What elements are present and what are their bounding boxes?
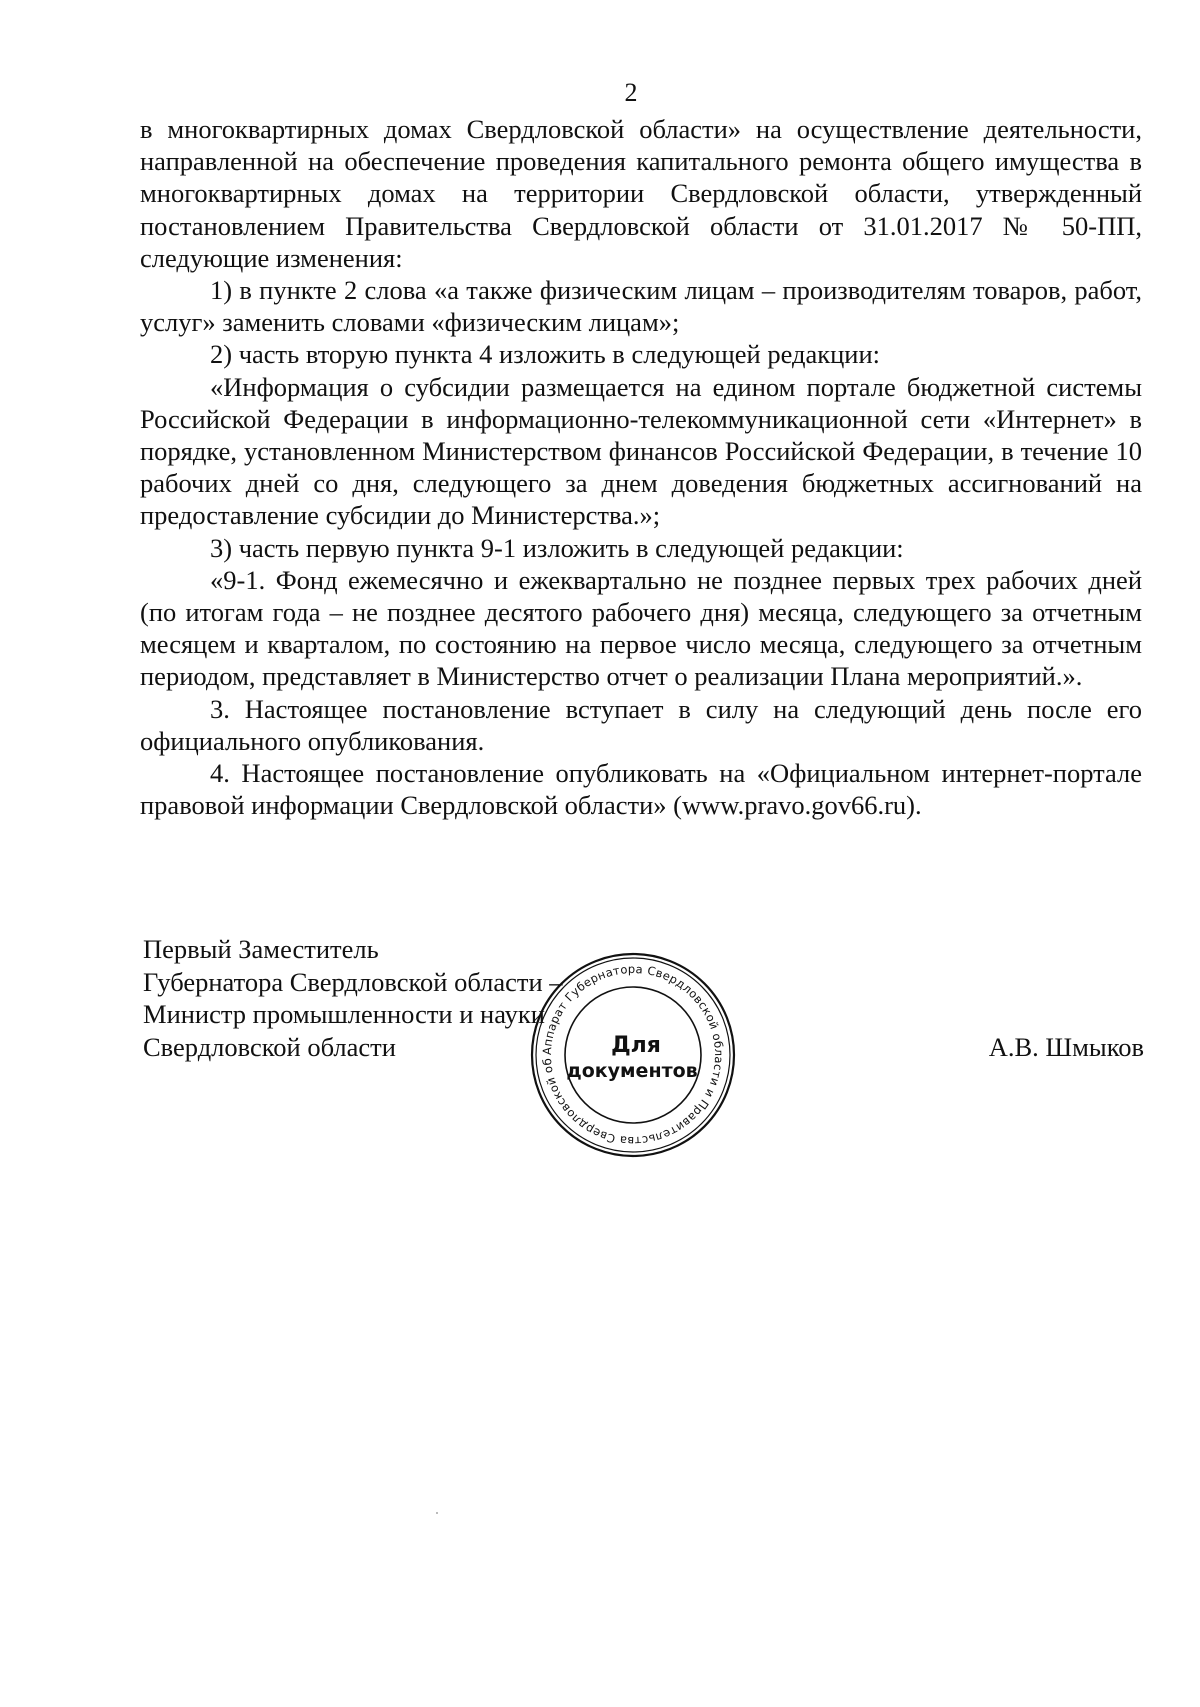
stamp-seal-graphic	[522, 939, 738, 1160]
paragraph-amendment-2: 2) часть вторую пункта 4 изложить в следующей редакции:	[210, 339, 881, 370]
paragraph-amendment-3: 3) часть первую пункта 9-1 изложить в следующей редакции:	[210, 532, 904, 563]
stamp-ring-text: Аппарат Губернатора Свердловской области и Правительства Свердловской области ★	[522, 939, 727, 1149]
document-body	[140, 113, 1142, 821]
paragraph-intro: в многоквартирных домах Свердловской области» на осуществление деятельности, направленной на обеспечение проведения капитального ремонта общего имущества в многоквартирных домах на территории Свердловской области, утвержденный постановлением Правительства Свердловской области от 31.01.2017 № 50-ПП, следующие изменения:	[140, 114, 1142, 273]
signature-position-line: Губернатора Свердловской области –	[143, 966, 563, 997]
official-stamp	[522, 939, 738, 1160]
signature-position-line: Министр промышленности и науки	[143, 999, 545, 1029]
page-number: 2	[624, 78, 638, 107]
scan-speck	[436, 1512, 438, 1514]
paragraph-amendment-1: 1) в пункте 2 слова «а также физическим лицам – производителям товаров, работ, услуг» заменить словами «физическим лицам»;	[140, 275, 1142, 338]
paragraph-clause-3: 3. Настоящее постановление вступает в силу на следующий день после его официального опубликования.	[140, 693, 1142, 756]
stamp-center-line-1: Для	[611, 1033, 661, 1058]
paragraph-quote-9-1: «9-1. Фонд ежемесячно и ежеквартально не позднее первых трех рабочих дней (по итогам года – не позднее десятого рабочего дня) месяца, следующего за отчетным месяцем и кварталом, по состоянию на первое число месяца, следующего за отчетным периодом, представляет в Министерство отчет о реализации Плана мероприятий.».	[140, 564, 1142, 692]
signature-position-line: Первый Заместитель	[143, 934, 379, 964]
paragraph-quote-subsidy-info: «Информация о субсидии размещается на едином портале бюджетной системы Российской Федерации в информационно-телекоммуникационной сети «Интернет» в порядке, установленном Министерством финансов Российской Федерации, в течение 10 рабочих дней со дня, следующего за днем доведения бюджетных ассигнований на предоставление субсидии до Министерства.»;	[140, 371, 1142, 531]
signature-position-line: Свердловской области	[143, 1031, 396, 1062]
stamp-center-line-2: документов	[566, 1060, 698, 1082]
paragraph-clause-4: 4. Настоящее постановление опубликовать на «Официальном интернет-портале правовой информации Свердловской области» (www.pravo.gov66.ru).	[140, 758, 1142, 821]
signature-position	[143, 933, 563, 1063]
signer-name: А.В. Шмыков	[988, 1032, 1144, 1062]
